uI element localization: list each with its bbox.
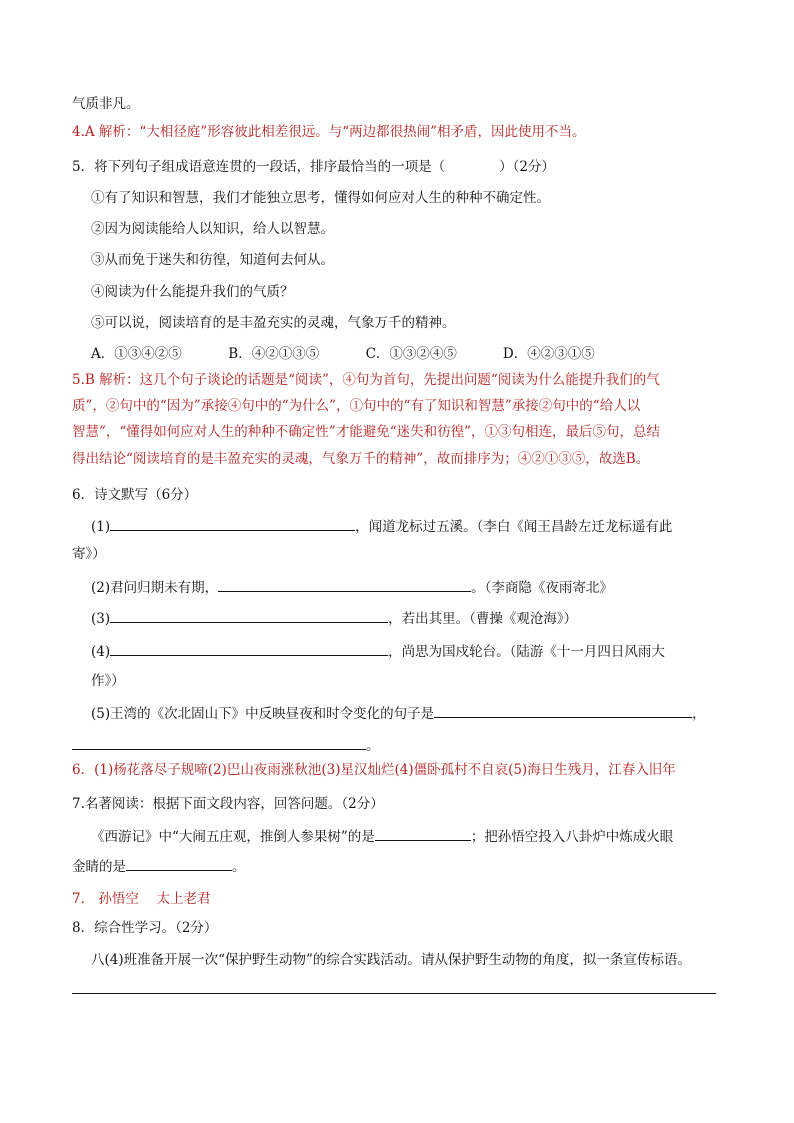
- option-d: D．④②③①⑤: [502, 346, 595, 362]
- q7-line-1-prefix: 《西游记》中“大闹五庄观，推倒人参果树”的是: [91, 829, 375, 845]
- poem-4-prefix: (4): [91, 644, 111, 660]
- poem-5: [91, 703, 706, 724]
- answer-blank[interactable]: [126, 856, 232, 871]
- answer-blank[interactable]: [110, 608, 388, 623]
- answer-6: 6．(1)杨花落尽子规啼(2)巴山夜雨涨秋池(3)星汉灿烂(4)僵卧孤村不自哀(5)海日生残月，江春入旧年: [72, 762, 676, 778]
- options-row: [91, 344, 595, 364]
- question-8: 8．综合性学习。（2分）: [72, 920, 218, 936]
- sentence-3: ③从而免于迷失和彷徨，知道何去何从。: [91, 252, 334, 268]
- question-7-line-2: [72, 856, 246, 877]
- sentence-2: ②因为阅读能给人以知识，给人以智慧。: [91, 221, 334, 237]
- answer-5-line-2: 质”，②句中的“因为”承接④句中的“为什么”，①句中的“有了知识和智慧”承接②句中的“给人以: [72, 398, 641, 414]
- poem-3-prefix: (3): [91, 611, 111, 627]
- answer-5-line-3: 智慧”，“懂得如何应对人生的种种不确定性”才能避免“迷失和彷徨”，①③句相连，最后⑤句，总结: [72, 424, 661, 440]
- option-c: C．①③②④⑤: [365, 346, 457, 362]
- answer-blank[interactable]: [434, 703, 692, 718]
- poem-5-suffix: ，: [692, 706, 706, 722]
- option-a: A．①③④②⑤: [91, 346, 182, 362]
- poem-2: [91, 577, 613, 598]
- poem-1-suffix: ，闻道龙标过五溪。（李白《闻王昌龄左迁龙标遥有此: [355, 519, 673, 535]
- poem-4-continued: 作》）: [91, 673, 125, 689]
- sentence-4: ④阅读为什么能提升我们的气质？: [91, 284, 294, 300]
- answer-7: 7. 孙悟空 太上老君: [72, 891, 211, 907]
- poem-2-suffix: 。（李商隐《夜雨寄北》: [471, 580, 613, 596]
- answer-blank[interactable]: [110, 516, 355, 531]
- question-7-line-1: [91, 826, 673, 847]
- answer-4: 4.A 解析：“大相径庭”形容彼此相差很远。与“两边都很热闹”相矛盾，因此使用不当。: [72, 124, 586, 140]
- poem-1-prefix: (1): [91, 519, 111, 535]
- q7-line-2-prefix: 金睛的是: [72, 859, 126, 875]
- q7-line-2-suffix: 。: [232, 859, 246, 875]
- answer-5-line-1: 5.B 解析：这几个句子谈论的话题是“阅读”，④句为首句，先提出问题“阅读为什么能提升我们的气: [72, 372, 660, 388]
- answer-blank[interactable]: [72, 735, 366, 750]
- poem-2-prefix: (2)君问归期未有期，: [91, 580, 219, 596]
- question-5: 5．将下列句子组成语意连贯的一段话，排序最恰当的一项是（ ）（2分）: [72, 159, 555, 175]
- question-6: 6．诗文默写（6分）: [72, 487, 198, 503]
- poem-3-suffix: ，若出其里。（曹操《观沧海》）: [388, 611, 578, 627]
- text-line: 气质非凡。: [72, 96, 140, 112]
- poem-5-prefix: (5)王湾的《次北固山下》中反映昼夜和时令变化的句子是: [91, 706, 435, 722]
- question-8-prompt: 八(4)班准备开展一次“保护野生动物”的综合实践活动。请从保护野生动物的角度，拟一条宣传标语。: [91, 952, 691, 968]
- answer-line[interactable]: [72, 993, 716, 994]
- poem-1-continued: 寄》）: [72, 546, 106, 562]
- sentence-5: ⑤可以说，阅读培育的是丰盈充实的灵魂，气象万千的精神。: [91, 315, 456, 331]
- answer-5-line-4: 得出结论“阅读培育的是丰盈充实的灵魂，气象万千的精神”，故而排序为；④②①③⑤，故选B。: [72, 451, 650, 467]
- sentence-1: ①有了知识和智慧，我们才能独立思考，懂得如何应对人生的种种不确定性。: [91, 190, 550, 206]
- q7-line-1-suffix: ；把孙悟空投入八卦炉中炼成火眼: [470, 829, 674, 845]
- poem-4-suffix: ，尚思为国戍轮台。（陆游《十一月四日风雨大: [388, 644, 665, 660]
- poem-4: [91, 641, 665, 662]
- poem-3: [91, 608, 577, 629]
- answer-blank[interactable]: [110, 641, 388, 656]
- question-7: 7.名著阅读：根据下面文段内容，回答问题。（2分）: [72, 796, 384, 812]
- poem-1: [91, 516, 672, 537]
- answer-blank[interactable]: [218, 577, 471, 592]
- option-b: B．④②①③⑤: [228, 346, 320, 362]
- poem-5-continued: [72, 735, 380, 756]
- answer-blank[interactable]: [375, 826, 471, 841]
- poem-5-end: 。: [366, 738, 380, 754]
